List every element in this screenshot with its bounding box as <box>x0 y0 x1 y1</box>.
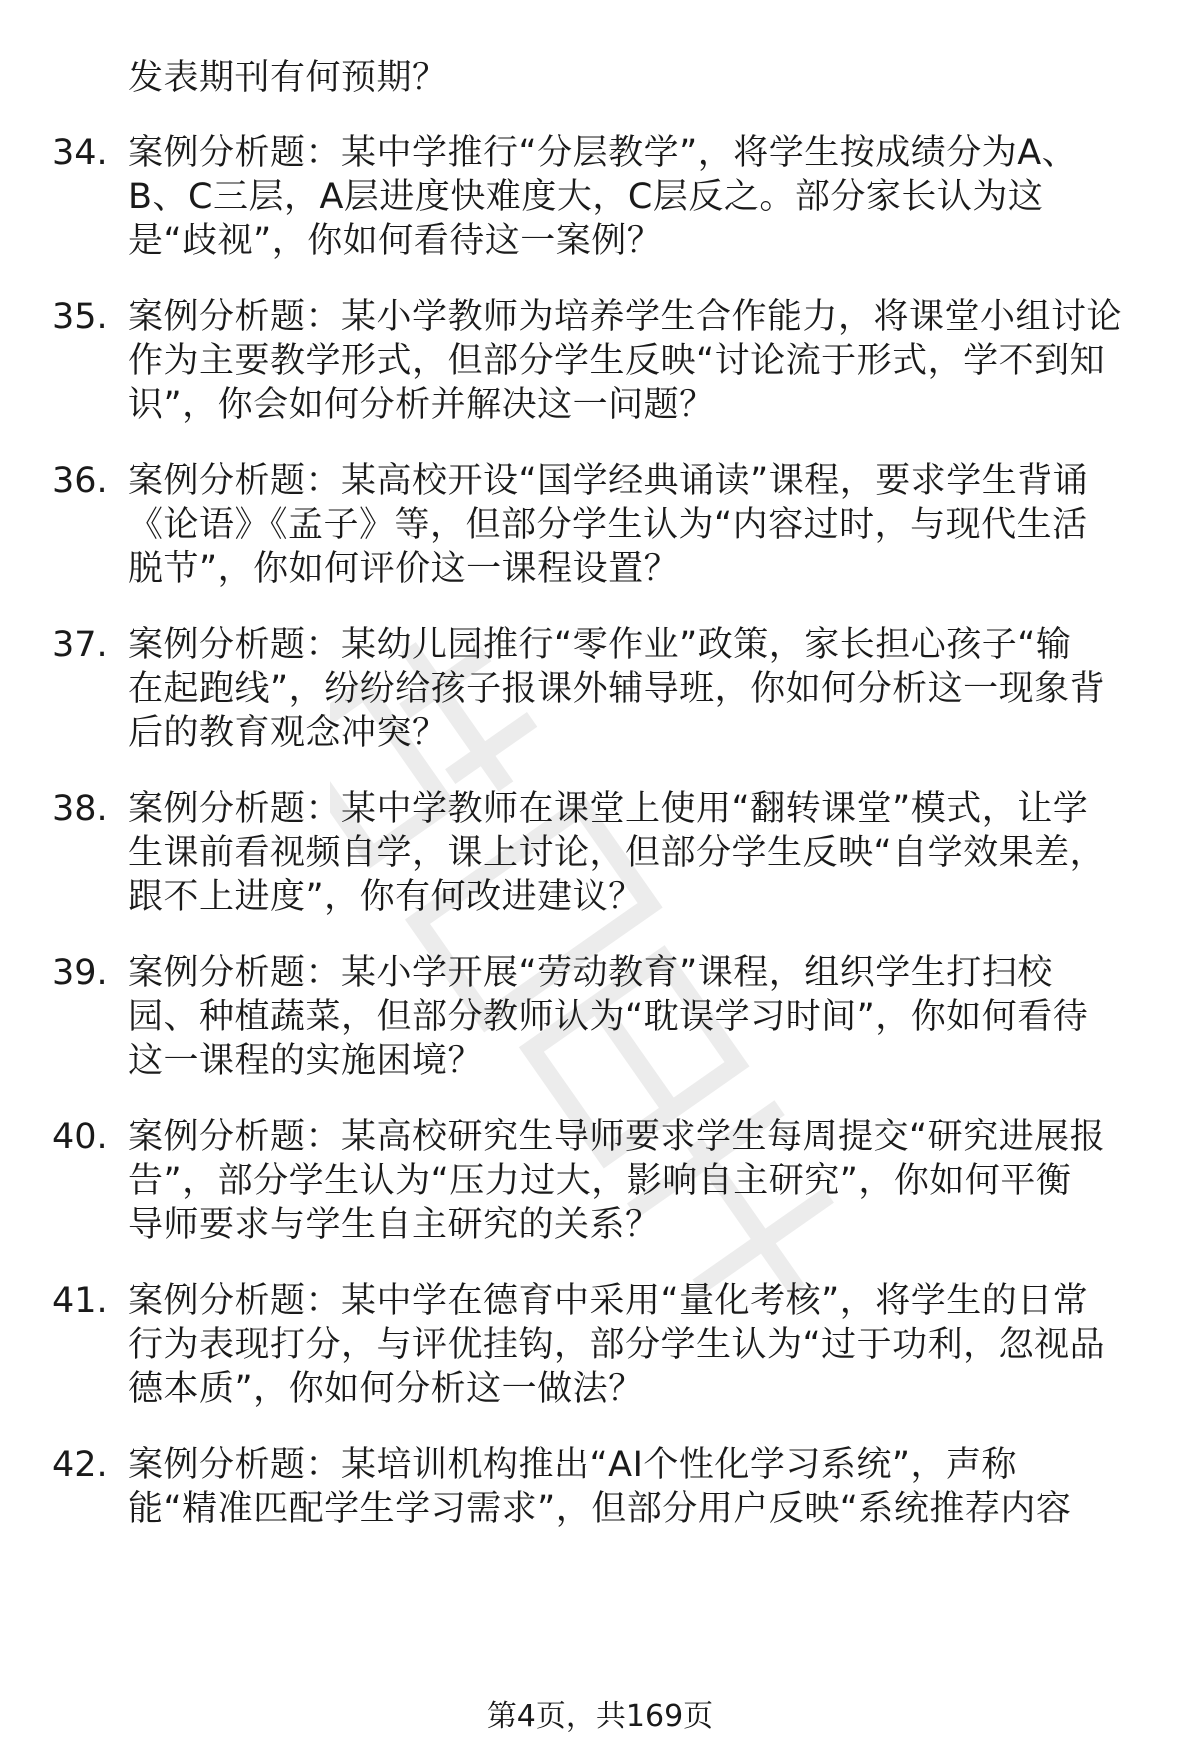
question-number: 39. <box>52 953 108 993</box>
question-line: 案例分析题：某高校开设“国学经典诵读”课程，要求学生背诵 <box>128 461 1089 501</box>
question-line: 案例分析题：某中学教师在课堂上使用“翻转课堂”模式，让学 <box>128 789 1089 829</box>
question-line: 导师要求与学生自主研究的关系？ <box>128 1205 661 1245</box>
question-number: 35. <box>52 297 108 337</box>
question-line: 《论语》《孟子》等，但部分学生认为“内容过时，与现代生活 <box>128 505 1088 545</box>
question-line: 案例分析题：某中学推行“分层教学”，将学生按成绩分为A、 <box>128 133 1078 173</box>
question-line: 案例分析题：某小学开展“劳动教育”课程，组织学生打扫校 <box>128 953 1053 993</box>
question-line: 案例分析题：某中学在德育中采用“量化考核”，将学生的日常 <box>128 1281 1089 1321</box>
question-number: 34. <box>52 133 108 173</box>
question-number: 41. <box>52 1281 108 1321</box>
question-line: 生课前看视频自学，课上讨论，但部分学生反映“自学效果差， <box>128 833 1106 873</box>
question-line: 脱节”，你如何评价这一课程设置？ <box>128 549 680 589</box>
question-line: 案例分析题：某幼儿园推行“零作业”政策，家长担心孩子“输 <box>128 625 1072 665</box>
question-number: 42. <box>52 1445 108 1485</box>
question-line: 行为表现打分，与评优挂钩，部分学生认为“过于功利，忽视品 <box>128 1325 1106 1365</box>
page-number-footer: 第4页，共169页 <box>486 1699 714 1734</box>
question-number: 37. <box>52 625 108 665</box>
question-line: 在起跑线”，纷纷给孩子报课外辅导班，你如何分析这一现象背 <box>128 669 1106 709</box>
question-line: 识”，你会如何分析并解决这一问题？ <box>128 385 715 425</box>
question-number: 36. <box>52 461 108 501</box>
question-line: 德本质”，你如何分析这一做法？ <box>128 1369 644 1409</box>
question-number: 40. <box>52 1117 108 1157</box>
question-number: 38. <box>52 789 108 829</box>
question-line: B、C三层，A层进度快难度大，C层反之。部分家长认为这 <box>128 177 1044 217</box>
question-line: 案例分析题：某高校研究生导师要求学生每周提交“研究进展报 <box>128 1117 1106 1157</box>
question-line: 作为主要教学形式，但部分学生反映“讨论流于形式，学不到知 <box>128 341 1106 381</box>
question-line: 案例分析题：某培训机构推出“AI个性化学习系统”，声称 <box>128 1445 1018 1485</box>
question-line: 案例分析题：某小学教师为培养学生合作能力，将课堂小组讨论 <box>128 297 1123 337</box>
question-line: 是“歧视”，你如何看待这一案例？ <box>128 221 663 261</box>
question-line: 园、种植蔬菜，但部分教师认为“耽误学习时间”，你如何看待 <box>128 997 1089 1037</box>
question-line: 跟不上进度”，你有何改进建议？ <box>128 877 644 917</box>
question-line: 告”，部分学生认为“压力过大，影响自主研究”，你如何平衡 <box>128 1161 1072 1201</box>
question-line: 能“精准匹配学生学习需求”，但部分用户反映“系统推荐内容 <box>128 1489 1072 1529</box>
question-line: 这一课程的实施困境？ <box>128 1041 484 1081</box>
question-line: 后的教育观念冲突？ <box>128 713 448 753</box>
intro-line: 发表期刊有何预期？ <box>128 58 448 98</box>
